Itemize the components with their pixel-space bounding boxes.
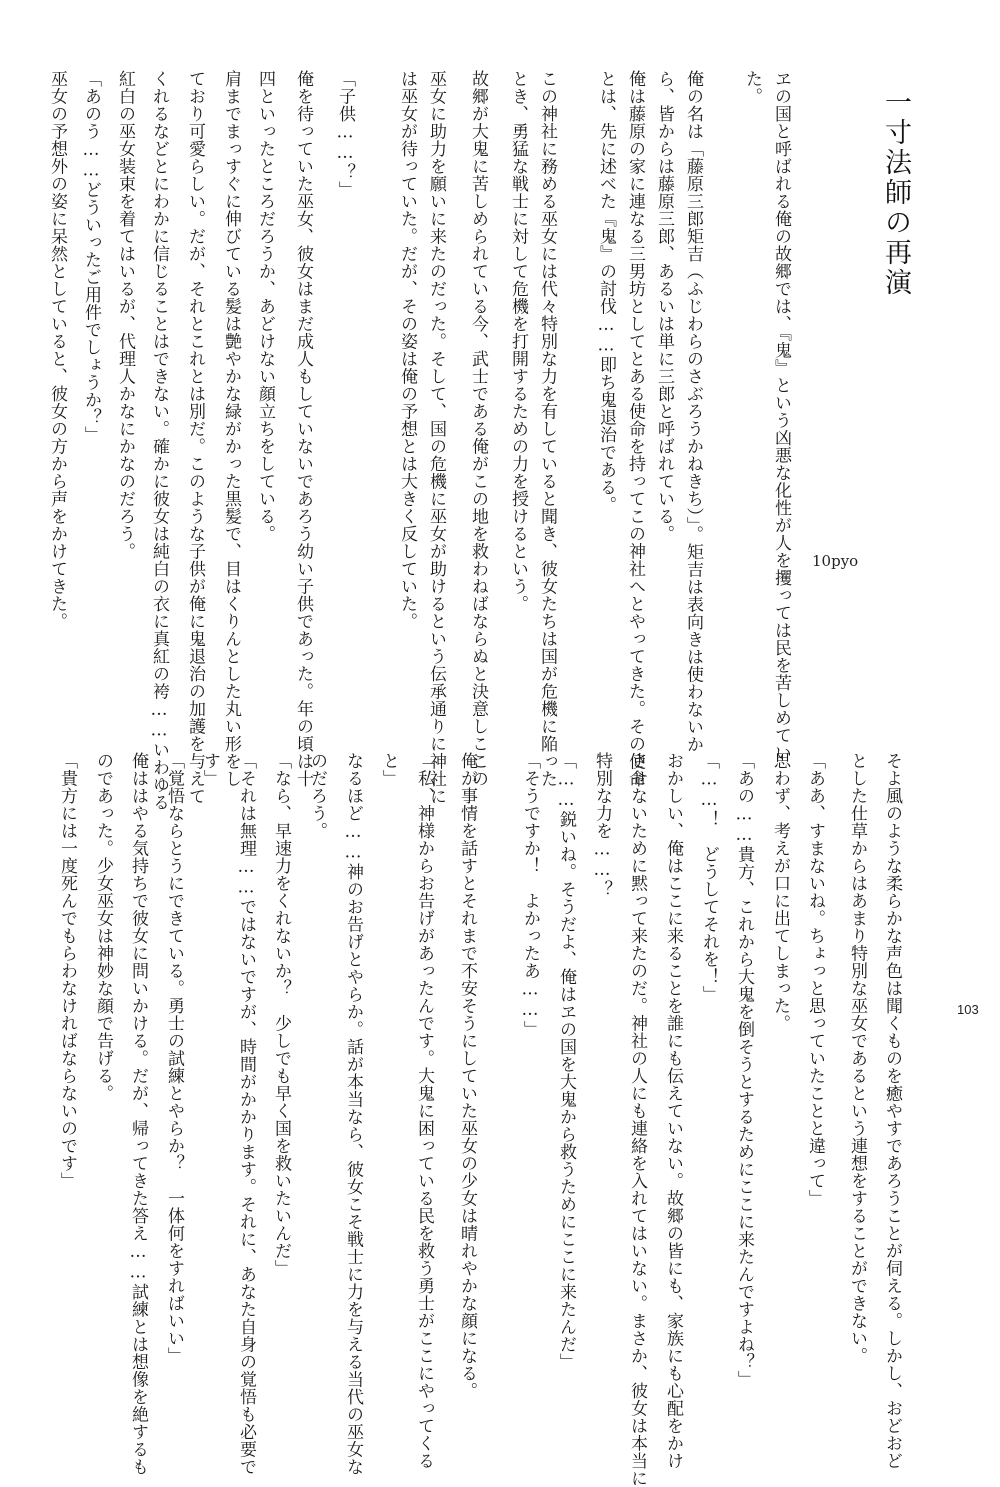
text-column: 「子供……？」	[335, 70, 355, 199]
text-column: くれるなどとにわかに信じることはできない。確かに彼女は純白の衣に真紅の袴……いわゆる	[149, 70, 169, 811]
text-column: 「それは無理……ではないですが、時間がかかります。それに、あなた自身の覚悟も必要で	[236, 752, 256, 1476]
text-column: 巫女に助力を願いに来たのだった。そして、国の危機に巫女が助けるという伝承通りに神社に	[426, 70, 446, 805]
text-column: ら、皆からは藤原三郎、あるいは単に三郎と呼ばれている。	[654, 70, 674, 543]
text-column: 巫女の予想外の姿に呆然としていると、彼女の方から声をかけてきた。	[47, 70, 67, 630]
text-column: 「私、神様からお告げがあったんです。大鬼に困っている民を救う勇士がここにやってくる	[414, 752, 434, 1470]
text-column: 四といったところだろうか、あどけない顔立ちをしている。	[255, 70, 275, 543]
text-column: とき、勇猛な戦士に対して危機を打開するための力を授けるという。	[508, 70, 528, 613]
text-column: 俺ははやる気持ちで彼女に問いかける。だが、帰ってきた答え……試練とは想像を絶するも	[128, 752, 148, 1476]
text-column: 肩までまっすぐに伸びている髪は艶やかな緑がかった黒髪で、目はくりんとした丸い形をし	[221, 70, 241, 788]
text-column: す」	[200, 752, 220, 787]
text-column: 「なら、早速力をくれないか？ 少しでも早く国を救いたいんだ」	[271, 752, 291, 1277]
text-column: そよ風のような柔らかな声色は聞くものを癒やすであろうことが伺える。しかし、おどおど	[882, 752, 902, 1470]
text-column: 「覚悟ならとうにできている。勇士の試練とやらか？ 一体何をすればいい」	[164, 752, 184, 1365]
text-column: 俺は藤原の家に連なる三男坊としてとある使命を持ってこの神社へとやってきた。その使命	[625, 70, 645, 788]
text-column: 特別な力を……？	[592, 752, 612, 898]
text-column: 「そうですか！ よかったあ……」	[520, 752, 540, 1038]
text-column: 思わず、考えが口に出てしまった。	[770, 752, 790, 1032]
text-column: 「……！ どうしてそれを！」	[699, 752, 719, 1003]
text-column: は巫女が待っていた。だが、その姿は俺の予想とは大きく反していた。	[397, 70, 417, 630]
text-column: た。	[742, 70, 762, 105]
text-column: おかしい、俺はここに来ることを誰にも伝えていない。故郷の皆にも、家族にも心配をかけ	[663, 752, 683, 1470]
page-number: 103	[957, 1002, 979, 1017]
text-column: 「貴方には一度死んでもらわなければならないのです」	[57, 752, 77, 1190]
text-column: とは、先に述べた『鬼』の討伐……即ち鬼退治である。	[596, 70, 616, 514]
text-column: と」	[379, 752, 399, 787]
text-column: とした仕草からはあまり特別な巫女であるという連想をすることができない。	[847, 752, 867, 1365]
text-column: させないために黙って来たのだ。神社の人にも連絡を入れてはいない。まさか、彼女は本当に	[627, 752, 647, 1487]
text-column: ヱの国と呼ばれる俺の故郷では、『鬼』という凶悪な化性が人を攫っては民を苦しめてい	[771, 70, 791, 762]
text-column: 「あのう……どういったご用件でしょうか？」	[81, 70, 101, 444]
text-column: 「あの……貴方、これから大鬼を倒そうとするためにここに来たんですよね？」	[734, 752, 754, 1388]
text-column: 「……鋭いね。そうだよ、俺はヱの国を大鬼から救うためにここに来たんだ」	[556, 752, 576, 1371]
text-column: 「ああ、すまないね。ちょっと思っていたことと違って」	[805, 752, 825, 1207]
text-column: のであった。少女巫女は神妙な顔で告げる。	[93, 752, 113, 1102]
text-column: なるほど……神のお告げとやらか。話が本当なら、彼女こそ戦士に力を与える当代の巫女な	[343, 752, 363, 1476]
text-column: 紅白の巫女装束を着てはいるが、代理人かなにかなのだろう。	[115, 70, 135, 560]
text-column: ており可愛らしい。だが、それとこれとは別だ。このような子供が俺に鬼退治の加護を与えて	[185, 70, 205, 805]
text-column: この神社に務める巫女には代々特別な力を有していると聞き、彼女たちは国が危機に陥った	[537, 70, 557, 788]
text-column: のだろう。	[307, 752, 327, 840]
text-column: 俺の名は「藤原三郎矩吉（ふじわらのさぶろうかねきち）」。矩吉は表向きは使わないか	[683, 70, 703, 753]
text-column: 俺を待っていた巫女、彼女はまだ成人もしていないであろう幼い子供であった。年の頃は十	[293, 70, 313, 788]
text-column: 俺が事情を話すとそれまで不安そうにしていた巫女の少女は晴れやかな顔になる。	[457, 752, 477, 1400]
text-column: 故郷が大鬼に苦しめられている今、武士である俺がこの地を救わねばならぬと決意しここの	[468, 70, 488, 788]
story-title: 一寸法師の再演	[880, 88, 911, 298]
author-name: 10pyo	[812, 552, 859, 570]
